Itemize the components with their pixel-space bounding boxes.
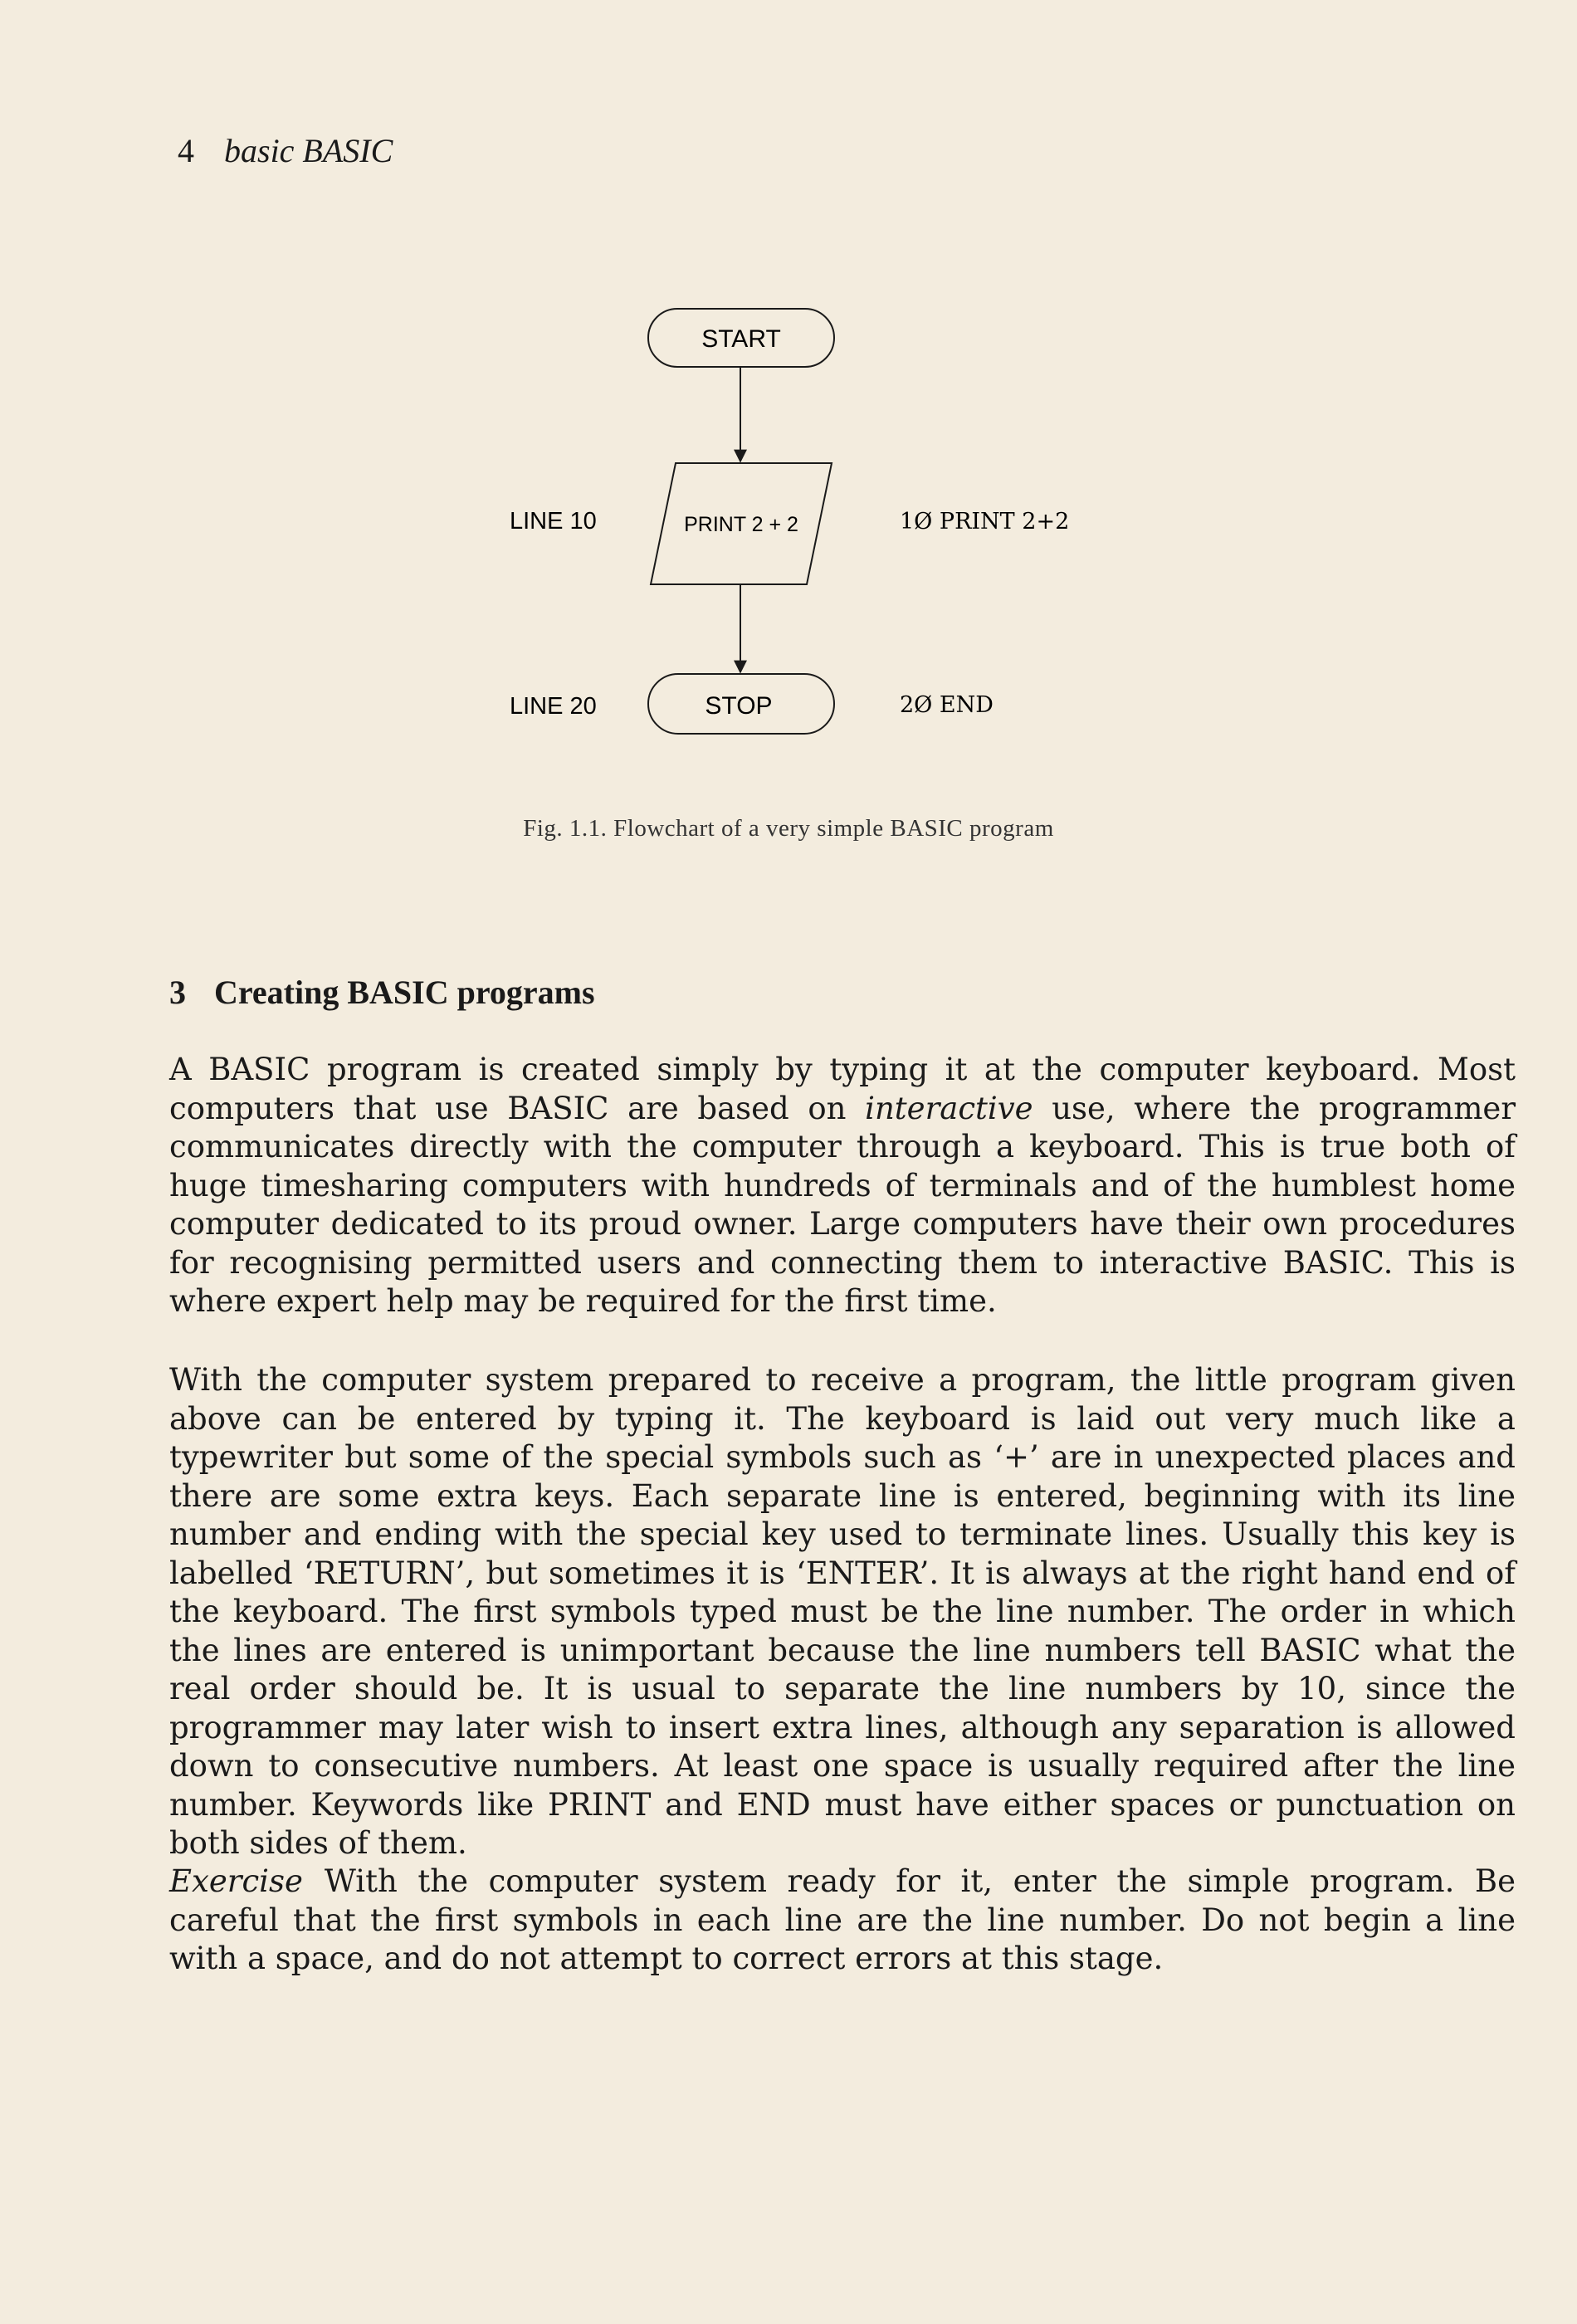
process-label: PRINT 2 + 2 <box>684 513 798 536</box>
start-label: START <box>701 325 781 353</box>
paragraph-1 <box>169 1051 1516 1321</box>
page-header <box>178 131 393 170</box>
code-line-20: 2Ø END <box>900 692 994 718</box>
paragraph-3 <box>169 1863 1516 1979</box>
paragraph-1-emphasis: interactive <box>865 1090 1033 1126</box>
exercise-text: With the computer system ready for it, enter the simple program. Be careful that the first symbols in each line are the line number. Do not begin a line with a space, and do not attempt to correct errors at this stage. <box>169 1863 1516 1976</box>
section-number: 3 <box>169 974 186 1011</box>
running-title: basic BASIC <box>224 132 393 169</box>
page-number: 4 <box>178 132 194 169</box>
line-10-label: LINE 10 <box>510 508 597 535</box>
section-heading <box>169 973 595 1012</box>
line-20-label: LINE 20 <box>510 693 597 720</box>
paragraph-1-part-a: A BASIC program is created simply by typing it at the computer keyboard. Most computers that use BASIC are based on <box>169 1052 1516 1126</box>
stop-label: STOP <box>705 692 773 720</box>
paragraph-1-part-b: use, where the programmer communicates directly with the computer through a keyboard. This is true both of huge timesharing computers with hundreds of terminals and of the humblest home computer dedicated to its proud owner. Large computers have their own procedures for recognising permitted users and connecting them to interactive BASIC. This is where expert help may be required for the first time. <box>169 1090 1516 1319</box>
code-line-10: 1Ø PRINT 2+2 <box>900 509 1070 535</box>
section-title: Creating BASIC programs <box>214 974 595 1011</box>
exercise-lead: Exercise <box>169 1863 303 1899</box>
paragraph-2: With the computer system prepared to receive a program, the little program given above can be entered by typing it. The keyboard is laid out very much like a typewriter but some of the special symbols such as ‘+’ are in unexpected places and there are some extra keys. Each separate line is entered, beginning with its line number and ending with the special key used to terminate lines. Usually this key is labelled ‘RETURN’, but sometimes it is ‘ENTER’. It is always at the right hand end of the keyboard. The first symbols typed must be the line number. The order in which the lines are entered is unimportant because the line numbers tell BASIC what the real order should be. It is usual to separate the line numbers by 10, since the programmer may later wish to insert extra lines, although any separation is allowed down to consecutive numbers. At least one space is usually required after the line number. Keywords like PRINT and END must have either spaces or punctuation on both sides of them. <box>169 1362 1516 1861</box>
flowchart <box>465 299 1129 764</box>
figure-caption: Fig. 1.1. Flowchart of a very simple BASIC program <box>523 815 1054 842</box>
